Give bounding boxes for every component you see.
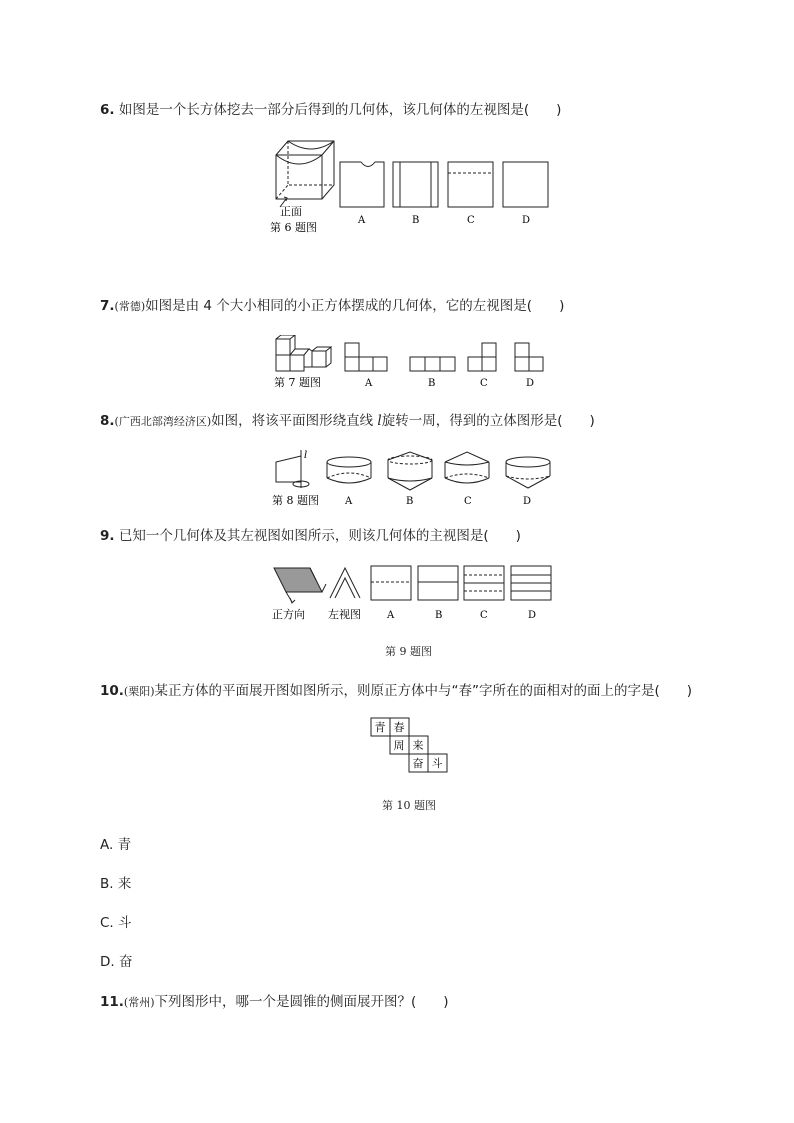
fig6-label-d: D [522,215,531,226]
question-9: 9. 已知一个几何体及其左视图如图所示，则该几何体的主视图是( ) [100,528,521,544]
fig9-caption: 第 9 题图 [385,645,432,658]
question-6: 6. 如图是一个长方体挖去一部分后得到的几何体，该几何体的左视图是( ) [100,102,562,118]
fig6-option-d [503,162,548,207]
fig8-label-d: D [523,496,532,507]
figure-10-net [370,717,452,777]
fig10-caption: 第 10 题图 [382,799,436,812]
fig9-left-view-label: 左视图 [328,608,361,621]
q10-choice-c[interactable]: C. 斗 [100,915,132,931]
question-11: 11.(常州)下列图形中，哪一个是圆锥的侧面展开图？( ) [100,994,449,1010]
net-cell-chun: 春 [393,721,405,734]
fig8-label-c: C [464,496,472,507]
net-cell-zhou: 周 [393,739,405,752]
fig8-label-a: A [345,496,353,507]
fig7-label-b: B [428,378,436,389]
figure-7 [270,335,560,395]
figure-6 [270,135,560,240]
figure-9 [270,562,560,624]
fig7-caption: 第 7 题图 [274,376,321,389]
fig6-label-b: B [412,215,420,226]
fig8-label-b: B [406,496,414,507]
fig6-option-c [448,162,493,207]
fig9-label-c: C [480,610,488,621]
question-10: 10.(栗阳)某正方体的平面展开图如图所示，则原正方体中与“春”字所在的面相对的面上的字是( ) [100,683,693,699]
question-8: 8.(广西北部湾经济区)如图，将该平面图形绕直线 l旋转一周，得到的立体图形是( ) [100,413,595,429]
fig8-axis-label: l [304,450,308,461]
fig8-caption: 第 8 题图 [272,494,319,507]
fig7-label-a: A [365,378,373,389]
q10-choice-d[interactable]: D. 奋 [100,954,133,970]
question-7: 7.(常德)如图是由 4 个大小相同的小正方体摆成的几何体，它的左视图是( ) [100,298,565,314]
fig9-label-b: B [435,610,443,621]
fig6-front-face [276,155,322,199]
fig9-label-a: A [387,610,395,621]
net-cell-fen: 奋 [412,757,424,770]
fig6-label-c: C [467,215,475,226]
fig6-option-a [340,162,384,207]
fig6-caption: 第 6 题图 [270,221,317,234]
net-cell-dou: 斗 [431,757,443,770]
fig6-cut [276,155,322,164]
fig7-label-c: C [480,378,488,389]
figure-8 [270,448,560,510]
fig6-top-right [276,141,334,199]
fig6-front-label: 正面 [280,205,302,218]
net-cell-qing: 青 [374,721,386,734]
fig9-label-d: D [528,610,537,621]
fig7-label-d: D [526,378,535,389]
q10-choice-b[interactable]: B. 来 [100,876,132,892]
fig6-label-a: A [358,215,366,226]
q10-choice-a[interactable]: A. 青 [100,837,132,853]
fig9-front-label: 正方向 [272,608,305,621]
net-cell-lai: 来 [412,739,424,752]
